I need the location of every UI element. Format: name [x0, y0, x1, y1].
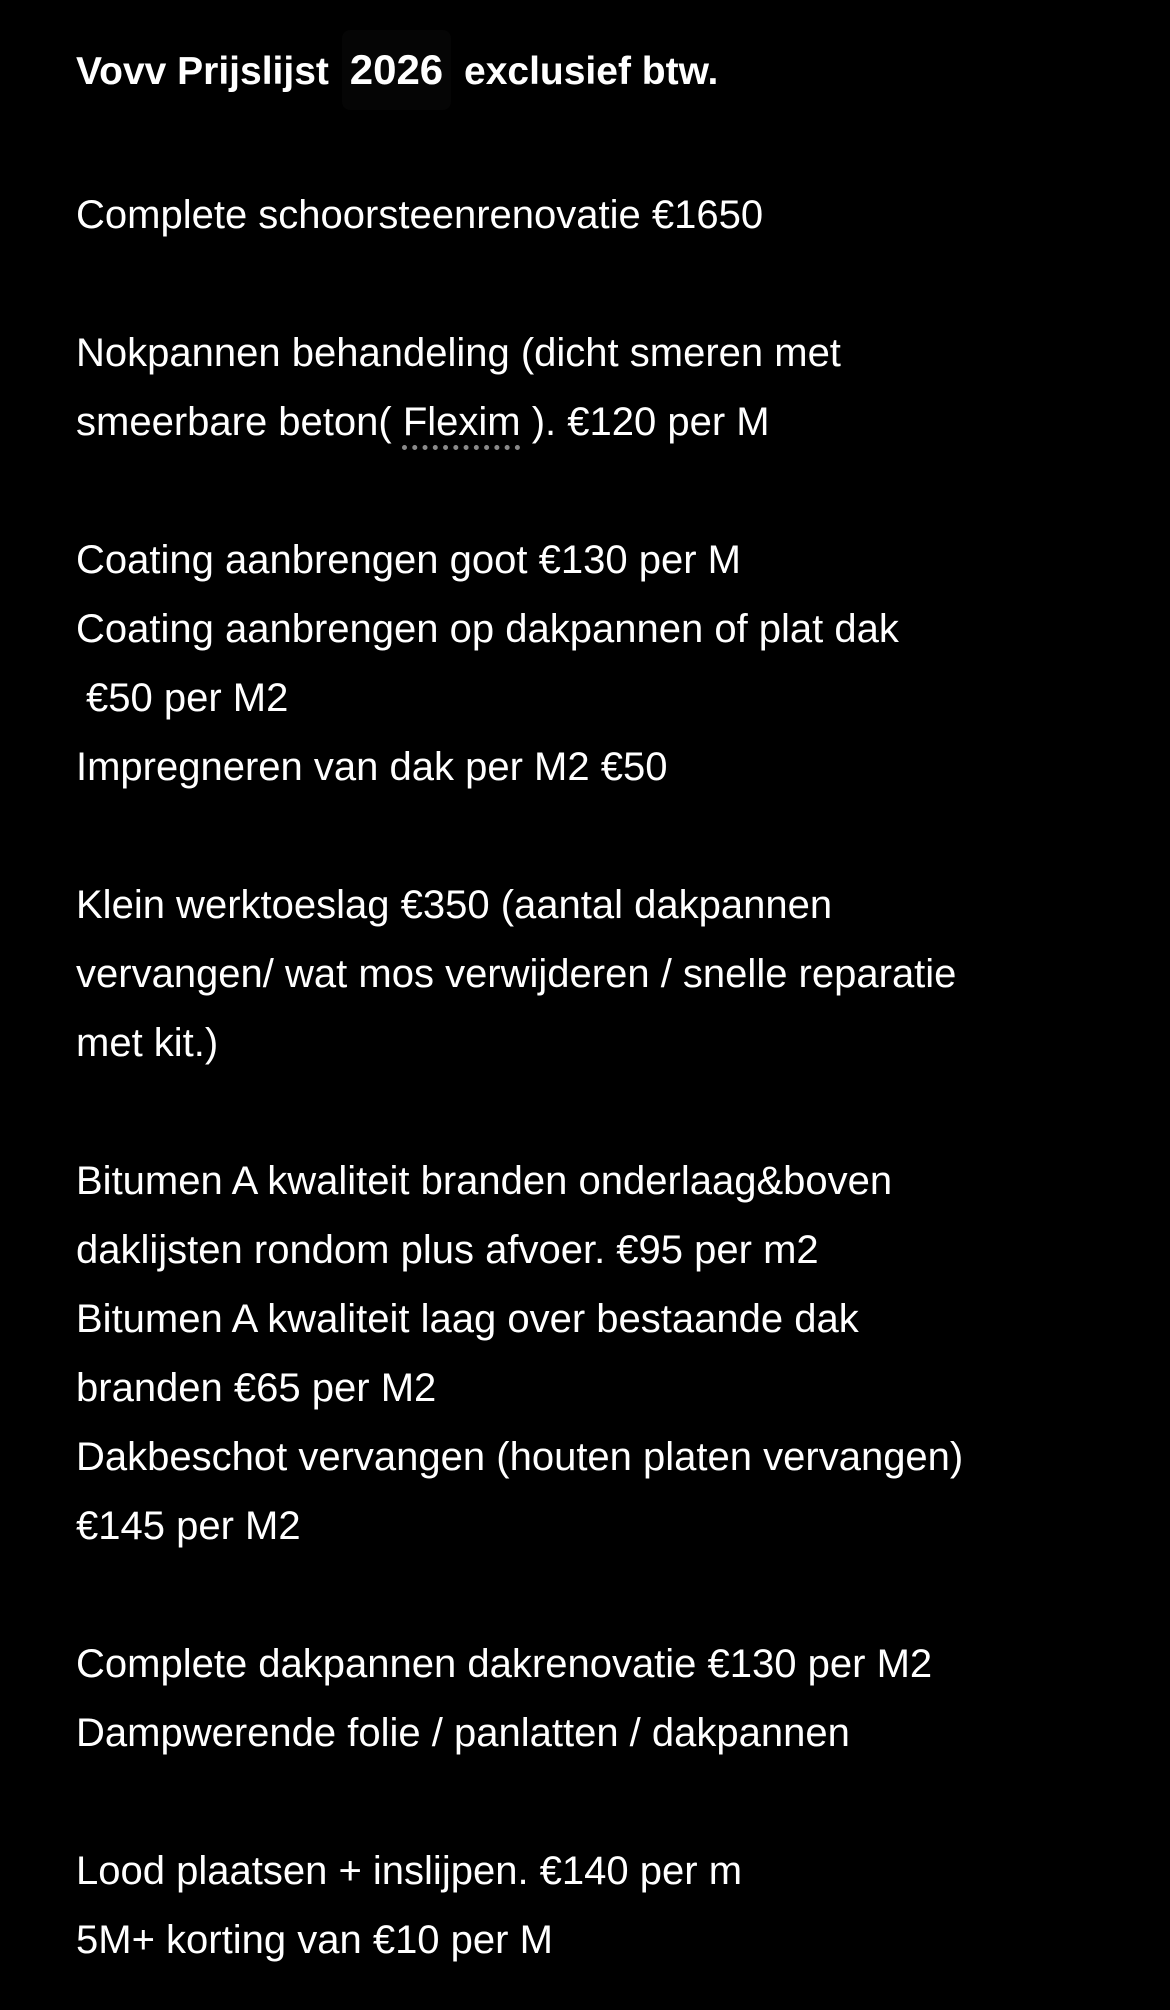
blank-line: [76, 1561, 1126, 1630]
note-body[interactable]: [76, 112, 1126, 1975]
price-line-small-work-end: met kit.): [76, 1021, 219, 1065]
price-line-lead: Lood plaatsen + inslijpen. €140 per m: [76, 1849, 743, 1893]
blank-line: [76, 457, 1126, 526]
price-line-tile-renovation-details: Dampwerende folie / panlatten / dakpannen: [76, 1711, 850, 1755]
price-line-small-work-cont: vervangen/ wat mos verwijderen / snelle reparatie: [76, 952, 957, 996]
price-line-impregnation: Impregneren van dak per M2 €50: [76, 745, 668, 789]
price-line-ridge-tiles: Nokpannen behandeling (dicht smeren met: [76, 331, 841, 375]
price-line-roof-coating: Coating aanbrengen op dakpannen of plat dak: [76, 607, 899, 651]
price-line-roof-boarding-price: €145 per M2: [76, 1504, 301, 1548]
text-fragment: ). €120 per M: [520, 400, 770, 444]
blank-line: [76, 250, 1126, 319]
price-line-bitumen-layer: Bitumen A kwaliteit laag over bestaande dak: [76, 1297, 859, 1341]
price-line-tile-renovation: Complete dakpannen dakrenovatie €130 per M2: [76, 1642, 933, 1686]
price-line-lead-discount: 5M+ korting van €10 per M: [76, 1918, 553, 1962]
text-fragment: smeerbare beton(: [76, 400, 403, 444]
price-line-gutter-coating: Coating aanbrengen goot €130 per M: [76, 538, 741, 582]
price-line-roof-boarding: Dakbeschot vervangen (houten platen vervangen): [76, 1435, 964, 1479]
title-prefix: Vovv Prijslijst: [76, 50, 329, 93]
price-line-bitumen-full: Bitumen A kwaliteit branden onderlaag&boven: [76, 1159, 893, 1203]
price-line-bitumen-full-cont: daklijsten rondom plus afvoer. €95 per m2: [76, 1228, 819, 1272]
title-suffix: exclusief btw.: [464, 50, 719, 93]
blank-line: [76, 1078, 1126, 1147]
price-line-roof-coating-price: €50 per M2: [86, 676, 289, 720]
price-line-bitumen-layer-cont: branden €65 per M2: [76, 1366, 437, 1410]
blank-line: [76, 112, 1126, 181]
price-line-chimney: Complete schoorsteenrenovatie €1650: [76, 193, 764, 237]
note-page[interactable]: [76, 30, 1126, 1975]
note-title[interactable]: [76, 30, 1126, 112]
price-line-small-work: Klein werktoeslag €350 (aantal dakpannen: [76, 883, 833, 927]
blank-line: [76, 1768, 1126, 1837]
blank-line: [76, 802, 1126, 871]
price-line-ridge-tiles-cont: [76, 388, 1126, 457]
spellcheck-word[interactable]: Flexim: [402, 400, 521, 444]
title-year: 2026: [342, 30, 451, 110]
